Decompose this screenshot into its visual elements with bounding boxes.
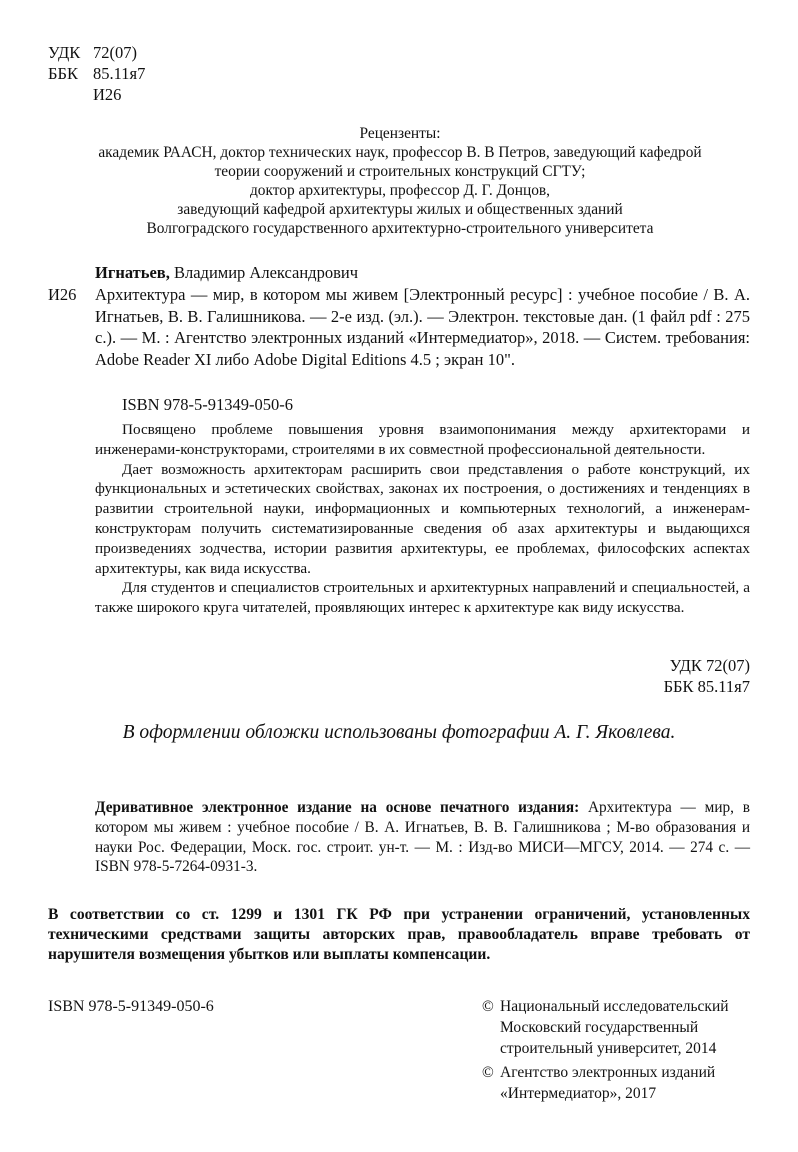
udk-label: УДК — [48, 43, 81, 62]
derivative-lead: Деривативное электронное издание на основе печатного издания: — [95, 799, 580, 816]
bbk-row — [48, 63, 145, 84]
annotation-paragraph: Посвящено проблеме повышения уровня взаимопонимания между архитекторами и инженерами-конструкторами, строителями в их совместной профессиональной деятельности. — [95, 421, 750, 458]
copyright-line: Агентство электронных изданий — [500, 1064, 716, 1081]
udk-code: УДК 72(07) — [669, 656, 750, 675]
legal-notice: В соответствии со ст. 1299 и 1301 ГК РФ при устранении ограничений, установленных техническими средствами защиты авторских прав, правообладатель вправе требовать от нарушителя возмещения убытков или выплаты компенсации. — [48, 906, 750, 963]
reviewer-line: Волгоградского государственного архитектурно-строительного университета — [146, 220, 654, 237]
copyright-holder-1 — [482, 996, 729, 1059]
author-heading — [95, 262, 358, 283]
copyright-line: Национальный исследовательский — [500, 998, 729, 1015]
annotation — [95, 420, 750, 618]
derivative-text: Архитектура — мир, в котором мы живем : учебное пособие / В. А. Игнатьев, В. В. Галишникова ; М-во образования и науки Рос. Федерации, Моск. гос. строит. ун-т. — М. : Изд-во МИСИ—МГСУ, 2014. — 274 с. — ISBN 978-5-7264-0931-3. — [95, 799, 750, 876]
annotation-paragraph: Для студентов и специалистов строительных и архитектурных направлений и специальностей, а также широкого круга читателей, проявляющих интерес к архитектуре как виду искусства. — [95, 579, 750, 617]
reviewer-line: заведующий кафедрой архитектуры жилых и общественных зданий — [177, 201, 623, 218]
cover-photo-credit: В оформлении обложки использованы фотографии А. Г. Яковлева. — [122, 722, 676, 743]
copyright-line: «Интермедиатор», 2017 — [500, 1085, 657, 1102]
reviewers-title: Рецензенты: — [359, 125, 441, 142]
reviewer-line: теории сооружений и строительных конструкций СГТУ; — [214, 163, 586, 180]
udk-row — [48, 42, 145, 63]
bbk-code: ББК 85.11я7 — [663, 677, 750, 696]
author-mark: И26 — [93, 85, 122, 104]
bibliographic-index: И26 — [48, 285, 77, 304]
copyright-line: строительный университет, 2014 — [500, 1040, 717, 1057]
derivative-edition-note — [95, 798, 750, 877]
copyright-symbol: © — [482, 998, 494, 1015]
reviewer-line: доктор архитектуры, профессор Д. Г. Донцов, — [249, 182, 551, 199]
copyright-line: Московский государственный — [500, 1019, 699, 1036]
reviewers-block — [40, 124, 760, 238]
bbk-value: 85.11я7 — [93, 64, 146, 83]
classification-codes — [48, 42, 145, 105]
bbk-label: ББК — [48, 64, 78, 83]
reviewer-line: академик РААСН, доктор технических наук, профессор В. В Петров, заведующий кафедрой — [98, 144, 702, 161]
isbn-record: ISBN 978-5-91349-050-6 — [122, 395, 293, 414]
udk-value: 72(07) — [93, 43, 137, 62]
bibliographic-description: Архитектура — мир, в котором мы живем [Электронный ресурс] : учебное пособие / В. А. Игнатьев, В. В. Галишникова. — 2-е изд. (эл.). — Электрон. текстовые дан. (1 файл pdf : 275 с.). — М. : Агентство электронных изданий «Интермедиатор», 2018. — Систем. требования: Adobe Reader XI либо Adobe Digital Editions 4.5 ; экран 10". — [95, 285, 750, 369]
classification-codes-right — [664, 655, 750, 697]
author-surname: Игнатьев, — [95, 263, 170, 282]
copyright-symbol: © — [482, 1064, 494, 1081]
copyright-holder-2 — [482, 1062, 715, 1104]
footer-isbn: ISBN 978-5-91349-050-6 — [48, 998, 214, 1015]
author-name: Владимир Александрович — [169, 263, 358, 282]
annotation-paragraph: Дает возможность архитекторам расширить свои представления о работе конструкций, их функциональных и эстетических свойствах, законах их построения, о достижениях и тенденциях в развитии строительной науки, информационных и компьютерных технологий, а инженерам-конструкторам получить систематизированные сведения об азах архитектуры и выдающихся произведениях зодчества, истории развития архитектуры, ее проблемах, философских аспектах архитектуры, как вида искусства. — [95, 460, 750, 577]
